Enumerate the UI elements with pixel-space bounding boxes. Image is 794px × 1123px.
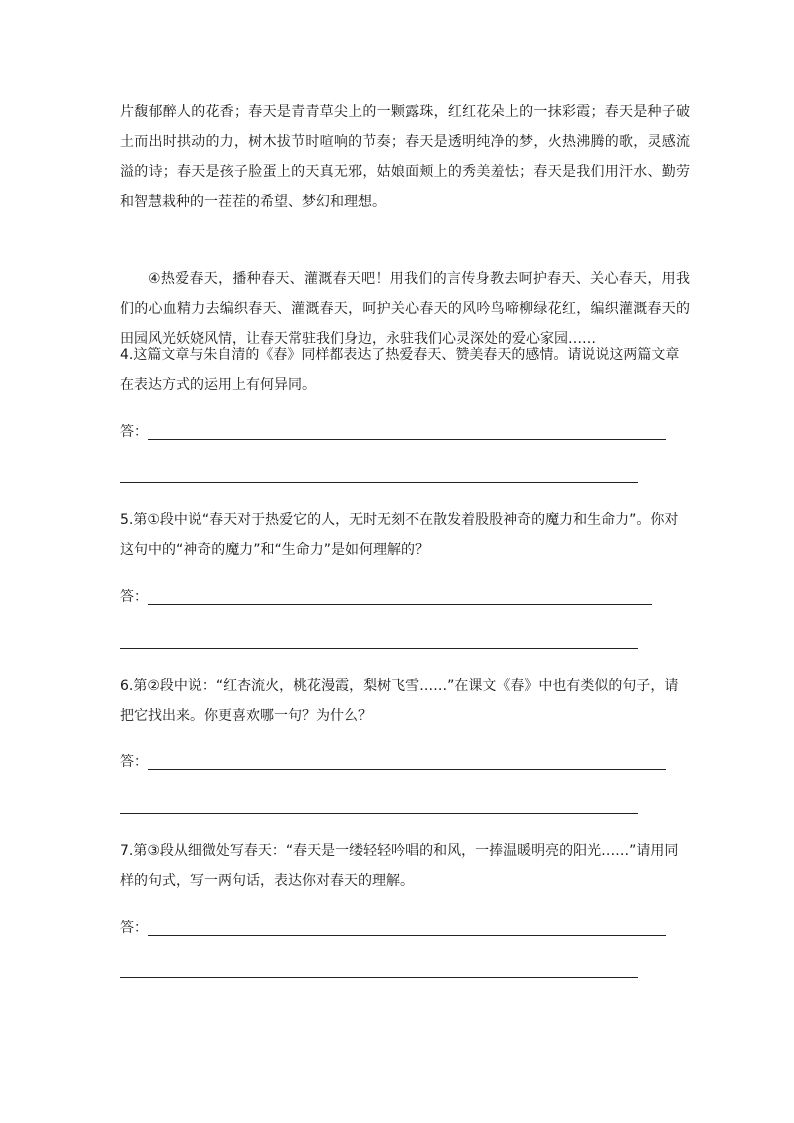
answer-line[interactable] [148, 935, 666, 936]
answer-blank-line[interactable] [120, 977, 638, 978]
answer-row-4[interactable] [120, 422, 666, 442]
answer-row-5[interactable] [120, 587, 652, 607]
question-4: 4.这篇文章与朱自清的《春》同样都表达了热爱春天、赞美春天的感情。请说说这两篇文章在表达方式的运用上有何异同。 [120, 347, 680, 393]
answer-label: 答： [120, 754, 148, 770]
passage-paragraph-4: ④热爱春天，播种春天、灌溉春天吧！用我们的言传身教去呵护春天、关心春天，用我们的心血精力去编织春天、灌溉春天，呵护关心春天的风吟鸟啼柳绿花红，编织灌溉春天的田园风光妖娆风情，让春天常驻我们身边，永驻我们心灵深处的爱心家园…… [120, 271, 690, 347]
passage-paragraph-continuation: 片馥郁醉人的花香；春天是青青草尖上的一颗露珠，红红花朵上的一抹彩霞；春天是种子破土而出时拱动的力，树木拔节时喧响的节奏；春天是透明纯净的梦，火热沸腾的歌，灵感流溢的诗；春天是孩子脸蛋上的天真无邪，姑娘面颊上的秀美羞怯；春天是我们用汗水、勤劳和智慧栽种的一茬茬的希望、梦幻和理想。 [120, 104, 690, 210]
answer-label: 答： [120, 589, 148, 605]
answer-row-6[interactable] [120, 752, 666, 772]
answer-row-7[interactable] [120, 918, 666, 938]
answer-line[interactable] [148, 439, 666, 440]
answer-line[interactable] [148, 604, 652, 605]
question-6: 6.第②段中说：“红杏流火，桃花漫霞，梨树飞雪……”在课文《春》中也有类似的句子，请把它找出来。你更喜欢哪一句？为什么？ [120, 678, 679, 724]
answer-blank-line[interactable] [120, 813, 638, 814]
question-7: 7.第③段从细微处写春天：“春天是一缕轻轻吟唱的和风，一捧温暖明亮的阳光……”请用同样的句式，写一两句话，表达你对春天的理解。 [120, 843, 679, 889]
answer-blank-line[interactable] [120, 648, 638, 649]
answer-line[interactable] [148, 769, 666, 770]
question-5: 5.第①段中说“春天对于热爱它的人，无时无刻不在散发着股股神奇的魔力和生命力”。你对这句中的“神奇的魔力”和“生命力”是如何理解的？ [120, 512, 679, 558]
answer-blank-line[interactable] [120, 482, 638, 483]
answer-label: 答： [120, 424, 148, 440]
answer-label: 答： [120, 920, 148, 936]
